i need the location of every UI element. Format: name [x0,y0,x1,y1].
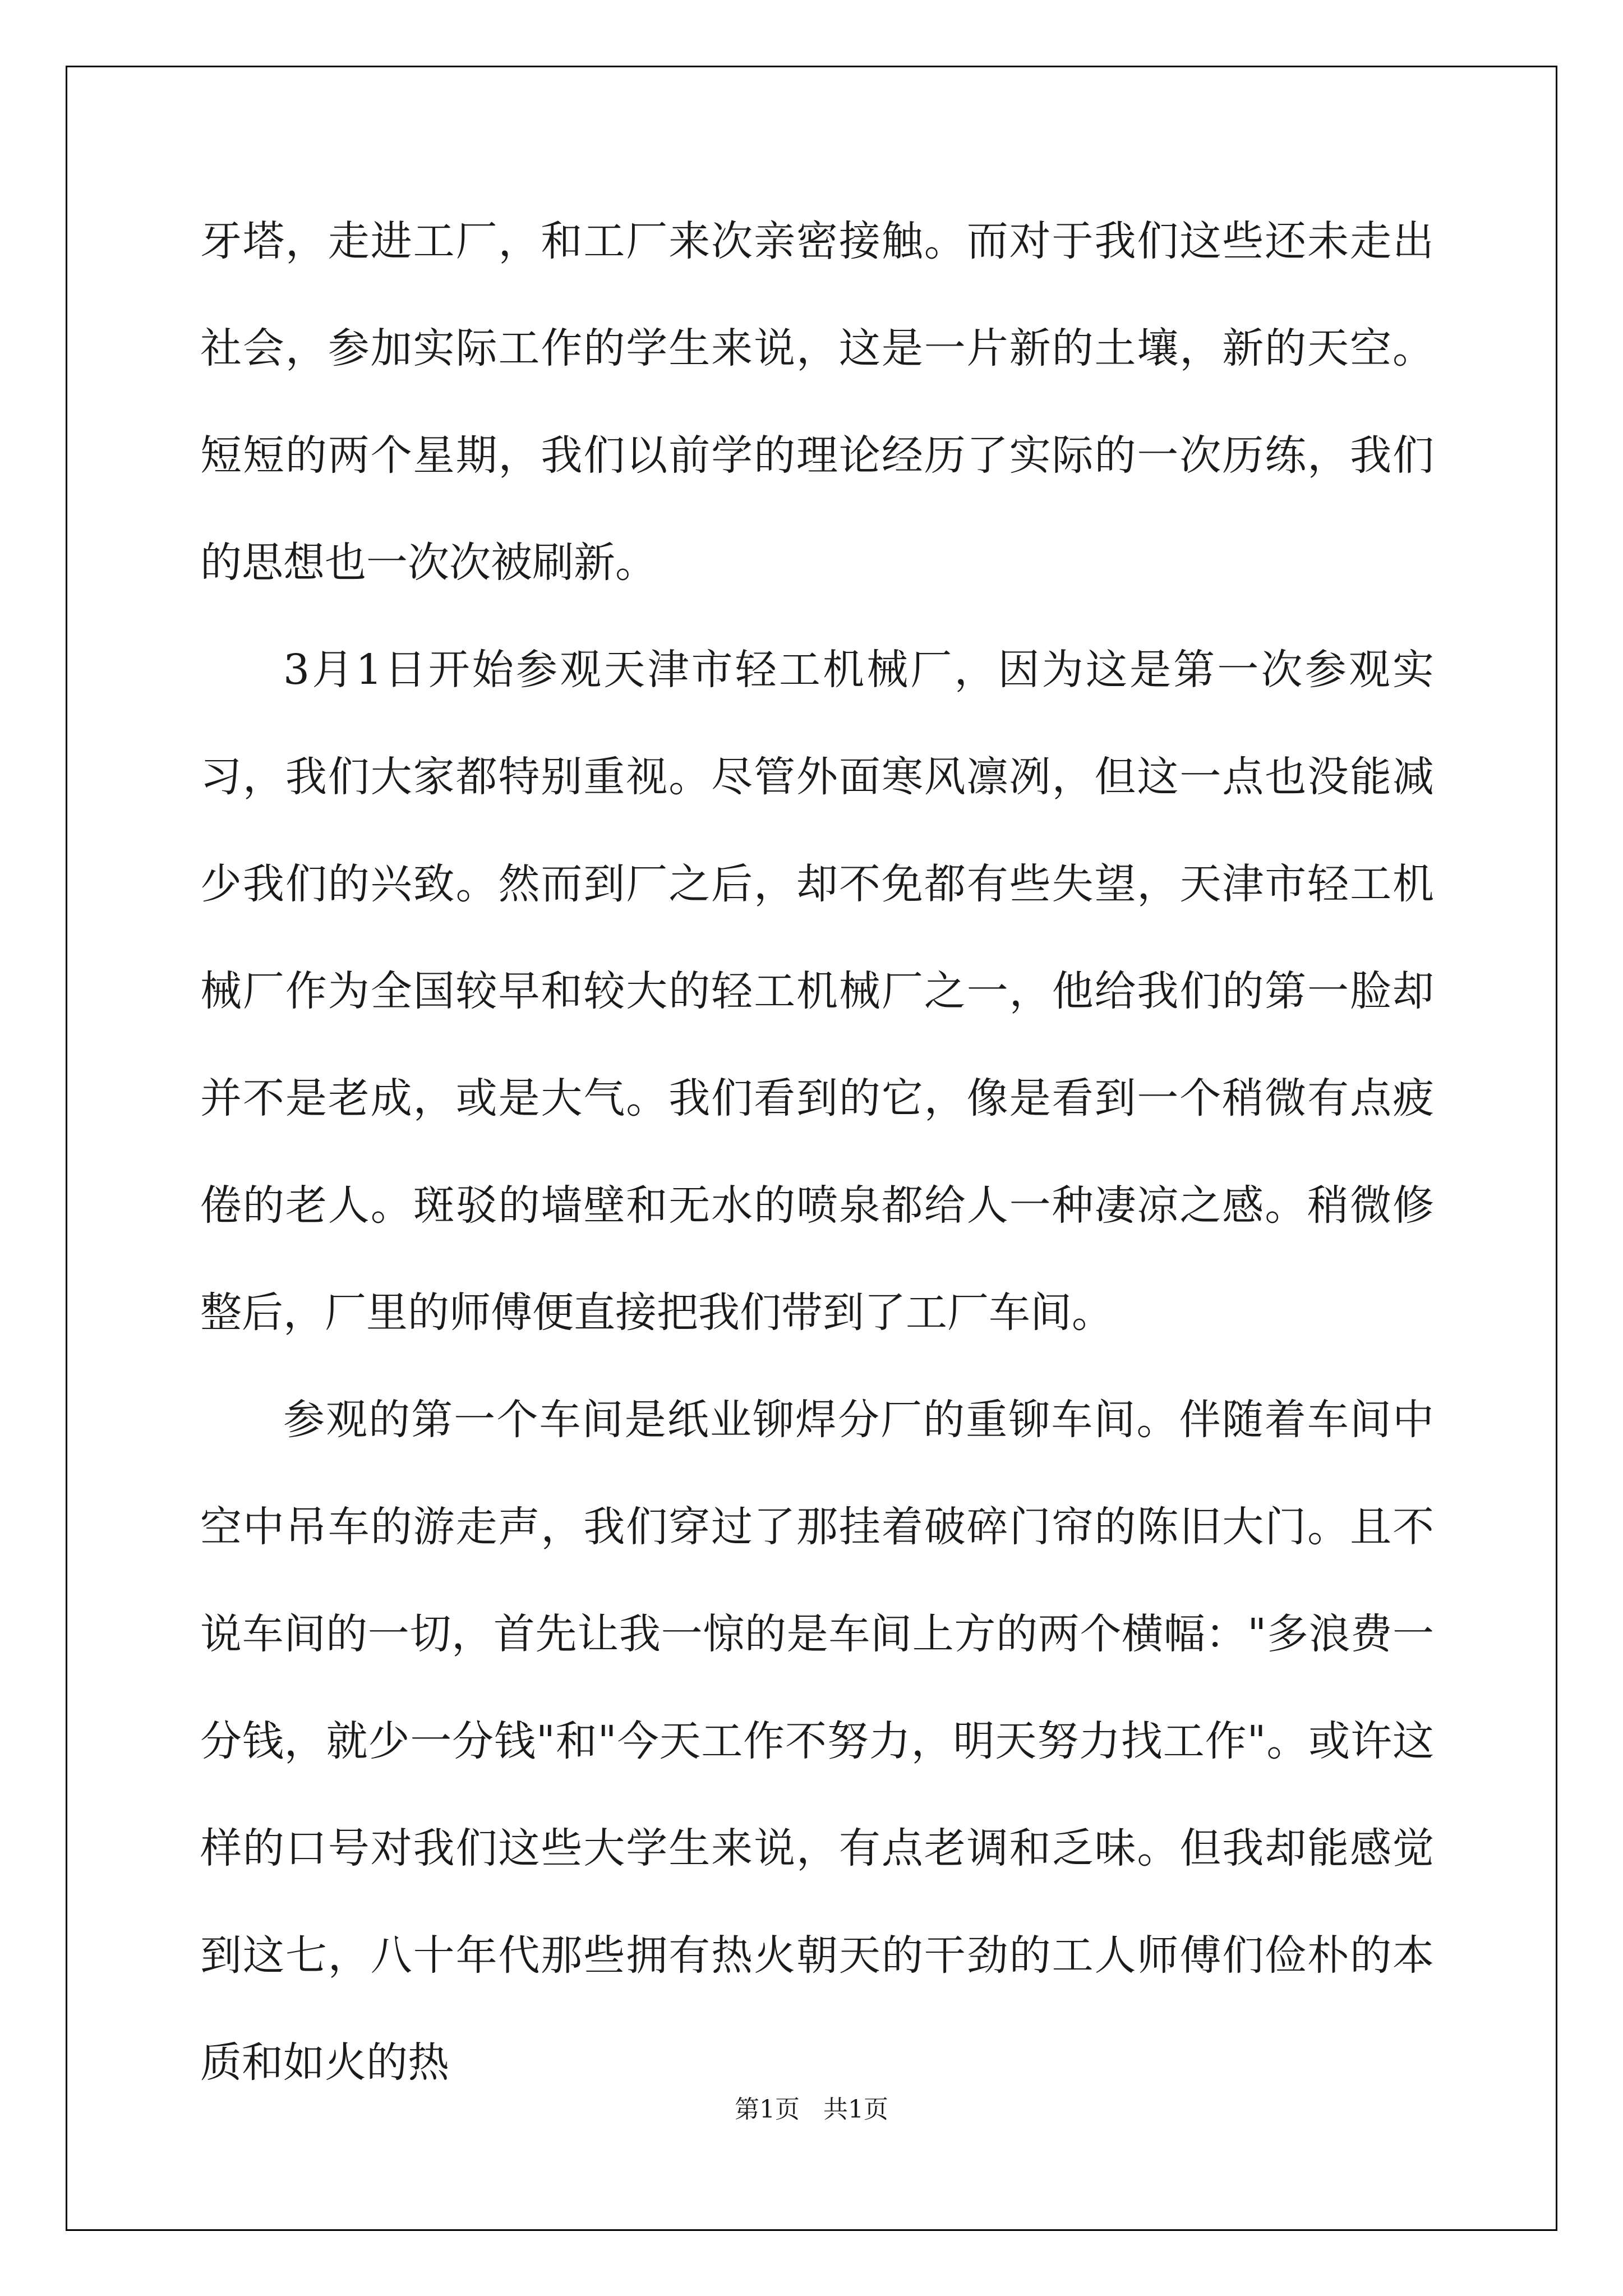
paragraph-3: 参观的第一个车间是纸业铆焊分厂的重铆车间。伴随着车间中空中吊车的游走声，我们穿过了那挂着破碎门帘的陈旧大门。且不说车间的一切，首先让我一惊的是车间上方的两个横幅："多浪费一分钱，就少一分钱"和"今天工作不努力，明天努力找工作"。或许这样的口号对我们这些大学生来说，有点老调和乏味。但我却能感觉到这七，八十年代那些拥有热火朝天的干劲的工人师傅们俭朴的本质和如火的热 [200,1396,1434,2087]
paragraph-1: 牙塔，走进工厂，和工厂来次亲密接触。而对于我们这些还未走出社会，参加实际工作的学生来说，这是一片新的土壤，新的天空。短短的两个星期，我们以前学的理论经历了实际的一次历练，我们的思想也一次次被刷新。 [200,217,1434,587]
document-body [200,188,1434,2116]
page-footer: 第1页 共1页 [735,2095,888,2124]
paragraph-2: 3月1日开始参观天津市轻工机械厂，因为这是第一次参观实习，我们大家都特别重视。尽管外面寒风凛冽，但这一点也没能减少我们的兴致。然而到厂之后，却不免都有些失望，天津市轻工机械厂作为全国较早和较大的轻工机械厂之一，他给我们的第一脸却并不是老成，或是大气。我们看到的它，像是看到一个稍微有点疲倦的老人。斑驳的墙壁和无水的喷泉都给人一种凄凉之感。稍微修整后，厂里的师傅便直接把我们带到了工厂车间。 [200,646,1434,1337]
